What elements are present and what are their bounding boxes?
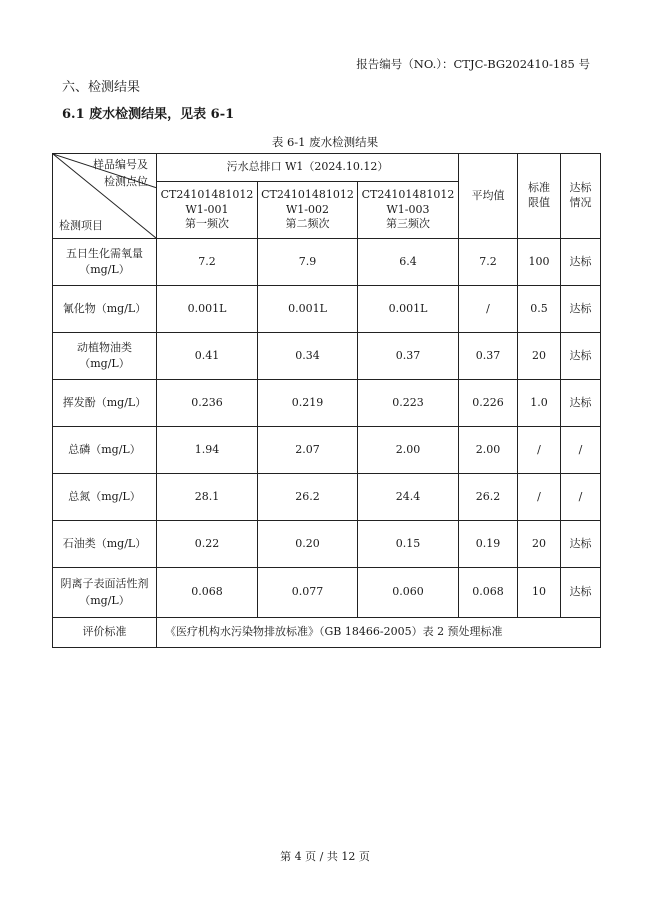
- average-cell: 26.2: [459, 474, 518, 521]
- value-cell: 0.077: [258, 568, 358, 618]
- evaluation-label: 评价标准: [53, 618, 157, 648]
- average-cell: 2.00: [459, 427, 518, 474]
- value-cell: 0.223: [358, 380, 459, 427]
- value-cell: 0.22: [157, 521, 258, 568]
- limit-header: [518, 154, 561, 239]
- subsection-title: 6.1 废水检测结果，见表 6-1: [62, 107, 235, 122]
- value-cell: 28.1: [157, 474, 258, 521]
- table-row: [53, 521, 601, 568]
- value-cell: 0.15: [358, 521, 459, 568]
- sample-code: CT24101481012: [261, 187, 354, 201]
- item-name-line2: （mg/L）: [79, 593, 130, 607]
- item-name: 总氮（mg/L）: [53, 474, 157, 521]
- value-cell: 2.00: [358, 427, 459, 474]
- table-row: [53, 474, 601, 521]
- page-number: 第 4 页 / 共 12 页: [280, 850, 370, 863]
- status-cell: 达标: [561, 521, 601, 568]
- limit-header-line2: 限值: [528, 196, 551, 209]
- corner-sample-label: 样品编号及: [93, 158, 148, 171]
- status-header-line1: 达标: [569, 181, 592, 195]
- item-name-line1: 阴离子表面活性剂: [60, 577, 149, 590]
- sample-sub-code: W1-003: [386, 202, 430, 216]
- status-cell: /: [561, 474, 601, 521]
- sample-sub-code: W1-001: [185, 202, 229, 216]
- item-name: 石油类（mg/L）: [53, 521, 157, 568]
- corner-point-label: 检测点位: [104, 175, 148, 188]
- value-cell: 7.9: [258, 239, 358, 286]
- average-cell: 0.19: [459, 521, 518, 568]
- status-cell: 达标: [561, 333, 601, 380]
- status-cell: 达标: [561, 568, 601, 618]
- item-name-line1: 五日生化需氧量: [66, 246, 143, 260]
- item-name: [53, 568, 157, 618]
- average-cell: /: [459, 286, 518, 333]
- limit-cell: 100: [518, 239, 561, 286]
- sample-sub-code: W1-002: [285, 202, 330, 216]
- value-cell: 2.07: [258, 427, 358, 474]
- section-title: 六、检测结果: [62, 80, 141, 95]
- average-cell: 0.226: [459, 380, 518, 427]
- status-header-line2: 情况: [569, 196, 592, 209]
- average-cell: 0.068: [459, 568, 518, 618]
- limit-cell: 10: [518, 568, 561, 618]
- limit-cell: 20: [518, 333, 561, 380]
- value-cell: 0.001L: [157, 286, 258, 333]
- value-cell: 0.001L: [258, 286, 358, 333]
- value-cell: 26.2: [258, 474, 358, 521]
- evaluation-row: [53, 618, 601, 648]
- sample-frequency: 第一频次: [185, 217, 229, 231]
- table-row: [53, 568, 601, 618]
- sample-frequency: 第三频次: [386, 217, 430, 231]
- item-name-line2: （mg/L）: [79, 263, 130, 276]
- sample-header-1: [157, 182, 258, 239]
- value-cell: 0.20: [258, 521, 358, 568]
- item-name: 挥发酚（mg/L）: [53, 380, 157, 427]
- status-header: [561, 154, 601, 239]
- item-name: 动植物油类（mg/L）: [53, 333, 157, 380]
- sample-code: CT24101481012: [361, 187, 455, 201]
- limit-cell: 1.0: [518, 380, 561, 427]
- average-cell: 7.2: [459, 239, 518, 286]
- value-cell: 6.4: [358, 239, 459, 286]
- sample-header-3: [358, 182, 459, 239]
- status-cell: 达标: [561, 380, 601, 427]
- value-cell: 0.001L: [358, 286, 459, 333]
- evaluation-standard: 《医疗机构水污染物排放标准》（GB 18466-2005）表 2 预处理标准: [157, 618, 601, 648]
- results-table: [52, 153, 601, 648]
- value-cell: 0.37: [358, 333, 459, 380]
- table-row: [53, 333, 601, 380]
- value-cell: 0.219: [258, 380, 358, 427]
- item-name: 氰化物（mg/L）: [53, 286, 157, 333]
- corner-item-label: 检测项目: [59, 219, 103, 233]
- value-cell: 7.2: [157, 239, 258, 286]
- average-cell: 0.37: [459, 333, 518, 380]
- table-row: [53, 239, 601, 286]
- table-row: [53, 427, 601, 474]
- status-cell: 达标: [561, 286, 601, 333]
- limit-cell: 20: [518, 521, 561, 568]
- sample-frequency: 第二频次: [285, 217, 330, 231]
- value-cell: 1.94: [157, 427, 258, 474]
- item-name: [53, 239, 157, 286]
- status-cell: /: [561, 427, 601, 474]
- limit-cell: /: [518, 427, 561, 474]
- status-cell: 达标: [561, 239, 601, 286]
- value-cell: 0.34: [258, 333, 358, 380]
- table-caption: 表 6-1 废水检测结果: [271, 135, 379, 149]
- report-number: 报告编号（NO.）：CTJC-BG202410-185 号: [356, 57, 590, 71]
- value-cell: 0.41: [157, 333, 258, 380]
- limit-cell: 0.5: [518, 286, 561, 333]
- limit-header-line1: 标准: [528, 181, 551, 195]
- header-row: [53, 154, 601, 182]
- limit-cell: /: [518, 474, 561, 521]
- table-row: [53, 286, 601, 333]
- sample-code: CT24101481012: [160, 187, 254, 201]
- item-name: 总磷（mg/L）: [53, 427, 157, 474]
- diagonal-header-cell: [53, 154, 157, 239]
- sample-header-2: [258, 182, 358, 239]
- average-header: 平均值: [459, 154, 518, 239]
- value-cell: 0.068: [157, 568, 258, 618]
- sampling-point-header: 污水总排口 W1（2024.10.12）: [157, 154, 459, 182]
- value-cell: 24.4: [358, 474, 459, 521]
- value-cell: 0.236: [157, 380, 258, 427]
- table-row: [53, 380, 601, 427]
- value-cell: 0.060: [358, 568, 459, 618]
